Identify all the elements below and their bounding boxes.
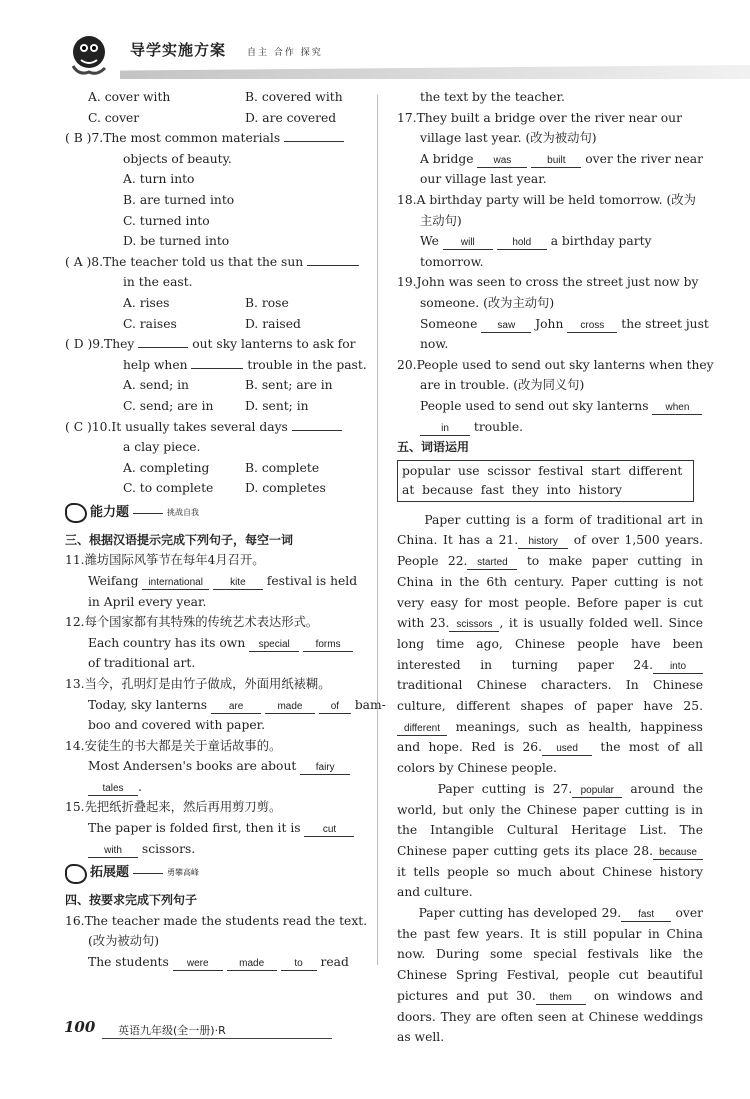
section-3-heading: 三、根据汉语提示完成下列句子，每空一词 — [65, 532, 294, 547]
text-right-q17-p2: over the river near — [585, 151, 703, 166]
text-left-q8-d: D. raised — [245, 316, 301, 331]
option-row — [65, 87, 375, 108]
text-span — [133, 873, 163, 874]
text-right-q17-a2[interactable]: built — [531, 154, 581, 168]
text-right-q17-p1: A bridge — [420, 151, 474, 166]
text-left-q7-opts-2: C. turned into — [123, 213, 210, 228]
text-line — [65, 314, 375, 335]
text-left-q12-num: 12. — [65, 615, 85, 630]
text-left-q11-a2[interactable]: kite — [213, 576, 263, 590]
text-left-q10-a: A. completing — [123, 460, 210, 475]
text-right-q18-p1: We — [420, 234, 439, 249]
text-right-q20-l2: are in trouble. (改为同义句) — [420, 378, 585, 393]
text-right-q18-num: 18. — [397, 192, 417, 207]
text-line — [397, 149, 703, 170]
text-left-q7-opts-1: B. are turned into — [123, 192, 235, 207]
text-left-q9-l2b: trouble in the past. — [247, 357, 367, 372]
text-right-q18-l4: tomorrow. — [420, 254, 484, 269]
text-right-passage-p2b: around the world, but only the Chinese paper cutting is in the Intangible Cultural Heritage List. The Chinese paper cutting gets its place 28. — [397, 781, 703, 858]
text-left-q11-cn: 潍坊国际风筝节在每年4月召开。 — [84, 553, 265, 568]
text-right-passage-p1f: meanings, such as health, happiness and hope. Red is 26. — [397, 719, 703, 755]
footer-rule — [102, 1038, 332, 1039]
text-right-q19-l4: now. — [420, 337, 449, 352]
page-header — [60, 25, 750, 85]
text-left-q12-a2[interactable]: forms — [303, 638, 353, 652]
text-left-q7-opts-3: D. be turned into — [123, 234, 230, 249]
text-left-q13-l2: boo and covered with paper. — [88, 718, 266, 733]
answer-blank[interactable] — [292, 430, 342, 431]
text-left-q9-num: 9. — [92, 337, 105, 352]
text-left-q11-a1[interactable]: international — [142, 576, 208, 590]
text-right-passage-b25[interactable]: different — [397, 722, 447, 736]
text-right-q19-a2[interactable]: cross — [567, 319, 617, 333]
text-left-badge1-label: 能力题 — [90, 504, 130, 520]
text-left-q12-a1[interactable]: special — [249, 638, 299, 652]
text-left-q9-d: D. sent; in — [245, 398, 309, 413]
text-right-passage-p1b: of over 1,500 years. People 22. — [397, 533, 703, 569]
text-line — [397, 314, 709, 335]
text-left-q11-p2: festival is held — [266, 573, 358, 588]
text-left-q9-l2a: help when — [123, 357, 188, 372]
question-10 — [65, 417, 375, 438]
question-14 — [65, 736, 375, 757]
text-left-q10-cont: a clay piece. — [123, 440, 201, 455]
section-4-heading: 四、按要求完成下列句子 — [65, 893, 198, 908]
text-right-passage-p3c: on windows and doors. They are often seen at Chinese weddings as well. — [397, 988, 703, 1045]
text-right-q20-text: People used to send out sky lanterns when they — [416, 357, 714, 372]
text-right-passage-b27[interactable]: popular — [572, 784, 622, 798]
text-right-q19-p1: Someone — [420, 316, 478, 331]
text-left-q12-l2: of traditional art. — [88, 656, 196, 671]
text-left-q14-a1[interactable]: fairy — [300, 761, 350, 775]
text-span — [133, 513, 163, 514]
text-right-q17-l2: village last year. (改为被动句) — [420, 131, 597, 146]
text-right-passage-p3b: over the past few years. It is still popular in China now. During some special festivals like the Chinese Spring Festival, people cut beautiful pictures and put 30. — [397, 906, 703, 1003]
text-line — [65, 695, 386, 716]
text-right-words2: at because fast they into history — [402, 482, 622, 497]
text-left-q14-l2: . — [138, 779, 142, 794]
text-left-badge2-label: 拓展题 — [90, 865, 130, 881]
text-left-q8-mark: ( A ) — [65, 254, 92, 269]
text-left-q11-l2: in April every year. — [88, 594, 207, 609]
text-left-badge2-sub: 勇攀高峰 — [167, 868, 200, 878]
text-line — [397, 396, 703, 417]
question-16 — [65, 911, 375, 932]
mascot-logo-icon — [65, 30, 115, 78]
text-left-q9-mark: ( D ) — [65, 337, 93, 352]
text-right-passage-b29[interactable]: fast — [621, 908, 671, 922]
text-left-badge1-sub: 挑战自我 — [167, 507, 200, 517]
text-left-q8-cont: in the east. — [123, 275, 193, 290]
text-left-q10-c: C. to complete — [123, 481, 214, 496]
text-right-passage-p3a: Paper cutting has developed 29. — [418, 906, 622, 921]
text-line — [397, 231, 703, 252]
text-left-q9-a: A. send; in — [123, 378, 189, 393]
text-right-q17-num: 17. — [397, 110, 417, 125]
text-right-q19-text: John was seen to cross the street just now by — [416, 275, 699, 290]
text-left-q13-a1[interactable]: are — [211, 700, 261, 714]
page-number: 100 — [64, 1018, 96, 1036]
text-right-passage-p1g: the most of all colors by Chinese people. — [397, 740, 703, 776]
text-left-q15-a2[interactable]: with — [88, 844, 138, 858]
text-right-passage-p1e: traditional Chinese characters. In Chinese culture, different shapes of paper have 25. — [397, 678, 703, 714]
question-8 — [65, 252, 375, 273]
text-right-q19-a1[interactable]: saw — [481, 319, 531, 333]
text-left-q15-l2: scissors. — [141, 841, 196, 856]
text-left-q8-a: A. rises — [123, 295, 170, 310]
text-line — [65, 818, 375, 839]
text-left-q10-text: It usually takes several days — [111, 419, 288, 434]
question-18 — [397, 190, 703, 211]
text-line — [65, 839, 375, 860]
text-right-q17-text: They built a bridge over the river near our — [416, 110, 682, 125]
text-right-passage-p2c: it tells people so much about Chinese history and culture. — [397, 864, 703, 900]
text-right-passage-b26[interactable]: used — [542, 742, 592, 756]
answer-blank[interactable] — [138, 347, 188, 348]
text-left-q7-cont: objects of beauty. — [123, 151, 232, 166]
text-left-q8-b: B. rose — [245, 295, 289, 310]
option-row — [65, 108, 375, 129]
text-right-q19-p2: John — [535, 316, 564, 331]
text-left-q15-cn: 先把纸折叠起来，然后再用剪刀剪。 — [84, 800, 282, 815]
text-left-q15-num: 15. — [65, 800, 85, 815]
text-right-passage-b24[interactable]: into — [653, 660, 703, 674]
text-left-q14-cn: 安徒生的书大都是关于童话故事的。 — [84, 738, 282, 753]
leaf-badge-icon — [65, 503, 87, 523]
header-subtitle: 自主 合作 探究 — [247, 48, 323, 58]
question-12 — [65, 612, 375, 633]
section-5-heading: 五、词语运用 — [397, 440, 470, 455]
text-right-passage-p2a: Paper cutting is 27. — [437, 781, 573, 796]
text-right-q19-p3: the street just — [621, 316, 709, 331]
question-20 — [397, 355, 714, 376]
text-line — [65, 396, 375, 417]
text-left-q13-p1: Today, sky lanterns — [88, 697, 208, 712]
left-column — [65, 87, 386, 973]
text-left-q10-b: B. complete — [245, 460, 320, 475]
text-right-q19-num: 19. — [397, 275, 417, 290]
text-left-q14-num: 14. — [65, 738, 85, 753]
word-bank — [397, 460, 694, 502]
passage-paragraph-2 — [397, 779, 703, 903]
text-right-passage-p1a: Paper cutting is a form of traditional art in China. It has a 21. — [397, 512, 703, 548]
question-9 — [65, 334, 375, 355]
text-right-words1: popular use scissor festival start different — [402, 463, 683, 478]
text-right-passage-b30[interactable]: them — [536, 991, 586, 1005]
text-line — [65, 633, 375, 654]
text-right-q18-a1[interactable]: will — [443, 236, 493, 250]
text-right-q20-a1[interactable]: when — [652, 401, 702, 415]
leaf-badge-icon — [65, 864, 87, 884]
text-left-q11-p1: Weifang — [88, 573, 139, 588]
text-left-q11-num: 11. — [65, 553, 85, 568]
answer-blank[interactable] — [191, 368, 243, 369]
text-left-q13-a3[interactable]: of — [319, 700, 351, 714]
text-left-q10-num: 10. — [91, 419, 112, 434]
text-line — [65, 293, 375, 314]
section-badge-extension — [65, 863, 199, 884]
text-line — [65, 571, 375, 592]
question-15 — [65, 797, 375, 818]
text-left-q9-c: C. send; are in — [123, 398, 214, 413]
passage-paragraph-1 — [397, 510, 703, 779]
text-left-q16-a2[interactable]: made — [227, 957, 277, 971]
question-11 — [65, 550, 375, 571]
text-left-q10-mark: ( C ) — [65, 419, 92, 434]
text-right-q20-p1: People used to send out sky lanterns — [420, 398, 649, 413]
text-left-l1-a: A. cover with — [88, 90, 171, 104]
text-right-passage-p1c: to make paper cutting in China in the 6th century. Paper cutting is not very easy for most people. Before paper is cut with 23. — [397, 554, 703, 631]
section-badge-ability — [65, 503, 199, 524]
book-title: 英语九年级(全一册)·R — [118, 1024, 226, 1037]
text-right-passage-b28[interactable]: because — [653, 846, 703, 860]
text-right-passage-b21[interactable]: history — [518, 535, 568, 549]
text-right-q19-l2: someone. (改为主动句) — [420, 295, 555, 310]
text-left-l1-b: B. covered with — [245, 90, 343, 104]
text-left-q12-p1: Each country has its own — [88, 635, 246, 650]
text-left-q9-mid: out sky lanterns to ask for — [192, 337, 356, 352]
text-left-q16-a1[interactable]: were — [173, 957, 223, 971]
text-right-q17-a1[interactable]: was — [477, 154, 527, 168]
text-left-q14-a2[interactable]: tales — [88, 782, 138, 796]
text-left-q16-num: 16. — [65, 913, 85, 928]
text-right-passage-p1d: , it is usually folded well. Since long time ago, Chinese people have been interested in turning paper 24. — [397, 616, 703, 672]
text-left-q16-a3[interactable]: to — [281, 957, 317, 971]
text-right-q18-a2[interactable]: hold — [497, 236, 547, 250]
text-line — [65, 375, 375, 396]
question-19 — [397, 272, 703, 293]
text-line — [65, 355, 375, 376]
text-line — [65, 952, 375, 973]
text-left-q16-p2: read — [320, 954, 349, 969]
text-right-q20-a3: trouble — [473, 419, 520, 434]
text-right-q20-num: 20. — [397, 357, 417, 372]
text-left-q15-p1: The paper is folded first, then it is — [88, 821, 301, 836]
text-left-q10-d: D. completes — [245, 481, 326, 496]
header-decoration — [120, 65, 750, 79]
column-divider — [377, 95, 378, 965]
answer-blank[interactable] — [307, 265, 359, 266]
text-left-q8-num: 8. — [91, 254, 104, 269]
text-left-q8-text: The teacher told us that the sun — [103, 254, 304, 269]
question-7 — [65, 128, 375, 149]
text-left-l2-a: C. cover — [88, 110, 140, 125]
text-right-q18-l2: 主动句) — [420, 213, 462, 228]
text-right-q18-p2: a birthday party — [550, 234, 652, 249]
text-left-q14-p1: Most Andersen's books are about — [88, 759, 297, 774]
text-line — [65, 458, 375, 479]
question-17 — [397, 108, 703, 129]
text-left-q13-p2: bam- — [354, 697, 386, 712]
text-line — [65, 756, 375, 777]
text-right-q20-a2[interactable]: in — [420, 422, 470, 436]
text-left-q12-cn: 每个国家都有其特殊的传统艺术表达形式。 — [84, 615, 319, 630]
text-left-q9-pre: They — [104, 337, 135, 352]
question-13 — [65, 674, 375, 695]
text-left-q13-num: 13. — [65, 676, 85, 691]
text-left-q7-num: 7. — [91, 131, 104, 146]
text-left-q13-a2[interactable]: made — [265, 700, 315, 714]
text-right-passage-b22[interactable]: started — [467, 556, 517, 570]
text-left-q7-mark: ( B ) — [65, 131, 92, 146]
text-left-q7-text: The most common materials — [103, 131, 281, 146]
header-title: 导学实施方案 — [130, 41, 227, 59]
text-right-q20-l4: . — [519, 419, 524, 434]
text-right-q17-l4: our village last year. — [420, 172, 547, 187]
text-line — [65, 777, 375, 798]
passage-paragraph-3 — [397, 903, 703, 1048]
text-line — [397, 417, 703, 438]
text-left-l2-b: D. are covered — [245, 110, 337, 125]
text-right-q18-text: A birthday party will be held tomorrow. (改为 — [416, 192, 696, 207]
text-left-q9-b: B. sent; are in — [245, 378, 333, 393]
text-left-q16-req: (改为被动句) — [88, 934, 160, 949]
text-right-q16cont: the text by the teacher. — [420, 90, 565, 104]
text-left-q16-p1: The students — [88, 954, 169, 969]
text-left-q15-a1[interactable]: cut — [304, 823, 354, 837]
text-left-q7-opts-0: A. turn into — [123, 172, 195, 187]
answer-blank[interactable] — [284, 141, 344, 142]
text-left-q16-text: The teacher made the students read the text. — [84, 913, 368, 928]
page-footer — [62, 1012, 362, 1042]
right-column — [397, 87, 714, 1048]
text-left-q8-c: C. raises — [123, 316, 177, 331]
text-line — [65, 478, 375, 499]
text-left-q13-cn: 当今，孔明灯是由竹子做成，外面用纸裱糊。 — [84, 676, 331, 691]
text-right-passage-b23[interactable]: scissors — [449, 618, 499, 632]
